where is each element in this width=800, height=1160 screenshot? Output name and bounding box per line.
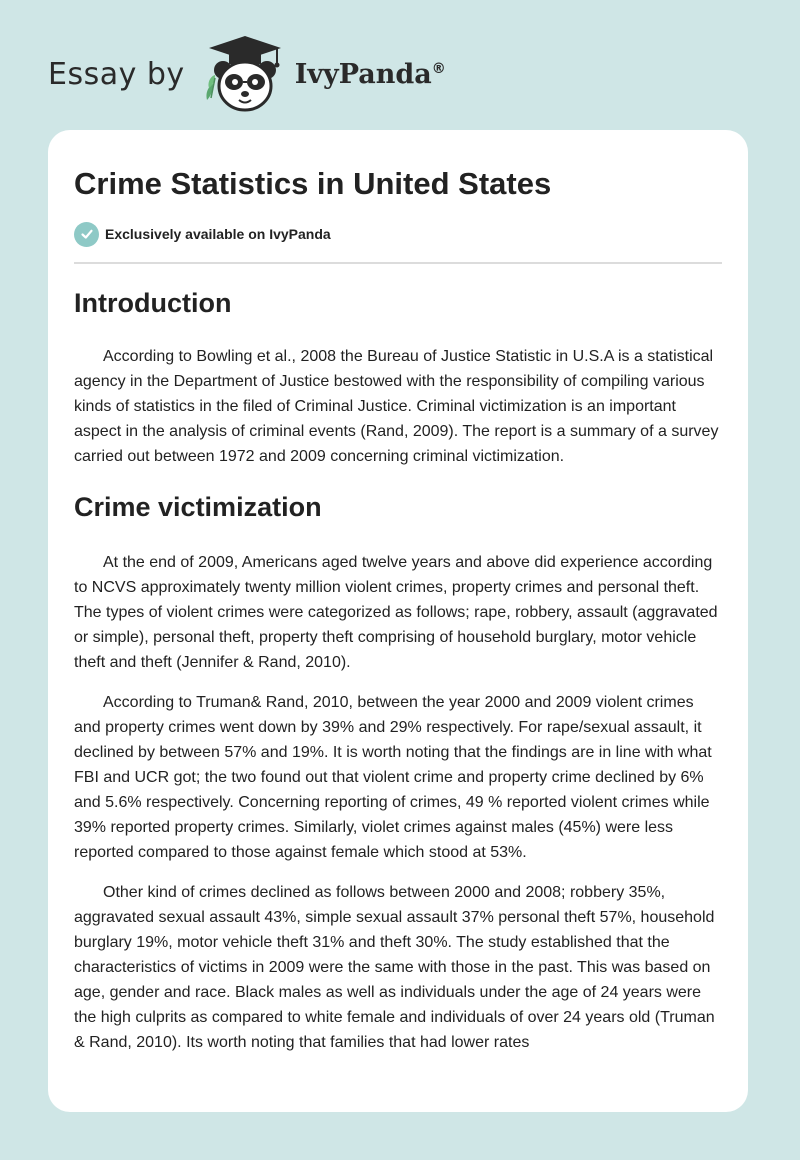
paragraph: At the end of 2009, Americans aged twelve years and above did experience according to NCVS approximately twenty million violent crimes, property crimes and personal theft. The types of violent crimes were categorized as follows; rape, robbery, assault (aggravated or simple), personal theft, property theft comprising of household burglary, motor vehicle theft and theft (Jennifer & Rand, 2010). [74,554,718,671]
paragraph: According to Bowling et al., 2008 the Bureau of Justice Statistic in U.S.A is a statistical agency in the Department of Justice bestowed with the responsibility of compiling various kinds of statistics in the filed of Criminal Justice. Criminal victimization is an important aspect in the analysis of criminal events (Rand, 2009). The report is a summary of a survey carried out between 1972 and 2009 concerning criminal victimization. [74,348,719,465]
paragraph: According to Truman& Rand, 2010, between the year 2000 and 2009 violent crimes and property crimes went down by 39% and 29% respectively. For rape/sexual assault, it declined by between 57% and 19%. It is worth noting that the findings are in line with what FBI and UCR got; the two found out that violent crime and property crime declined by 6% and 5.6% respectively. Concerning reporting of crimes, 49 % reported violent crimes while 39% reported property crimes. Similarly, violet crimes against males (45%) were less reported compared to those against female which stood at 53%. [74,694,712,861]
check-circle-icon [74,222,99,247]
page-title: Crime Statistics in United States [74,166,552,201]
paragraph: Other kind of crimes declined as follows between 2000 and 2008; robbery 35%, aggravated sexual assault 43%, simple sexual assault 37% personal theft 57%, household burglary 19%, motor vehicle theft 31% and theft 30%. The study established that the characteristics of victims in 2009 were the same with those in the past. This was based on age, gender and race. Black males as well as individuals under the age of 24 years were the high culprits as compared to white female and individuals of over 24 years old (Truman & Rand, 2010). Its worth noting that families that had lower rates [74,884,715,1051]
brand-name: IvyPanda® [294,58,446,90]
essay-card [48,130,748,1112]
exclusive-badge-label: Exclusively available on IvyPanda [105,226,331,242]
section-heading-crime-victimization: Crime victimization [74,492,322,522]
exclusive-badge [74,220,722,248]
section-heading-introduction: Introduction [74,288,232,318]
site-header [48,34,446,114]
divider [74,262,722,264]
registered-mark: ® [431,60,446,77]
essay-by-label: Essay by [48,56,185,92]
panda-graduate-logo-icon [199,34,291,114]
